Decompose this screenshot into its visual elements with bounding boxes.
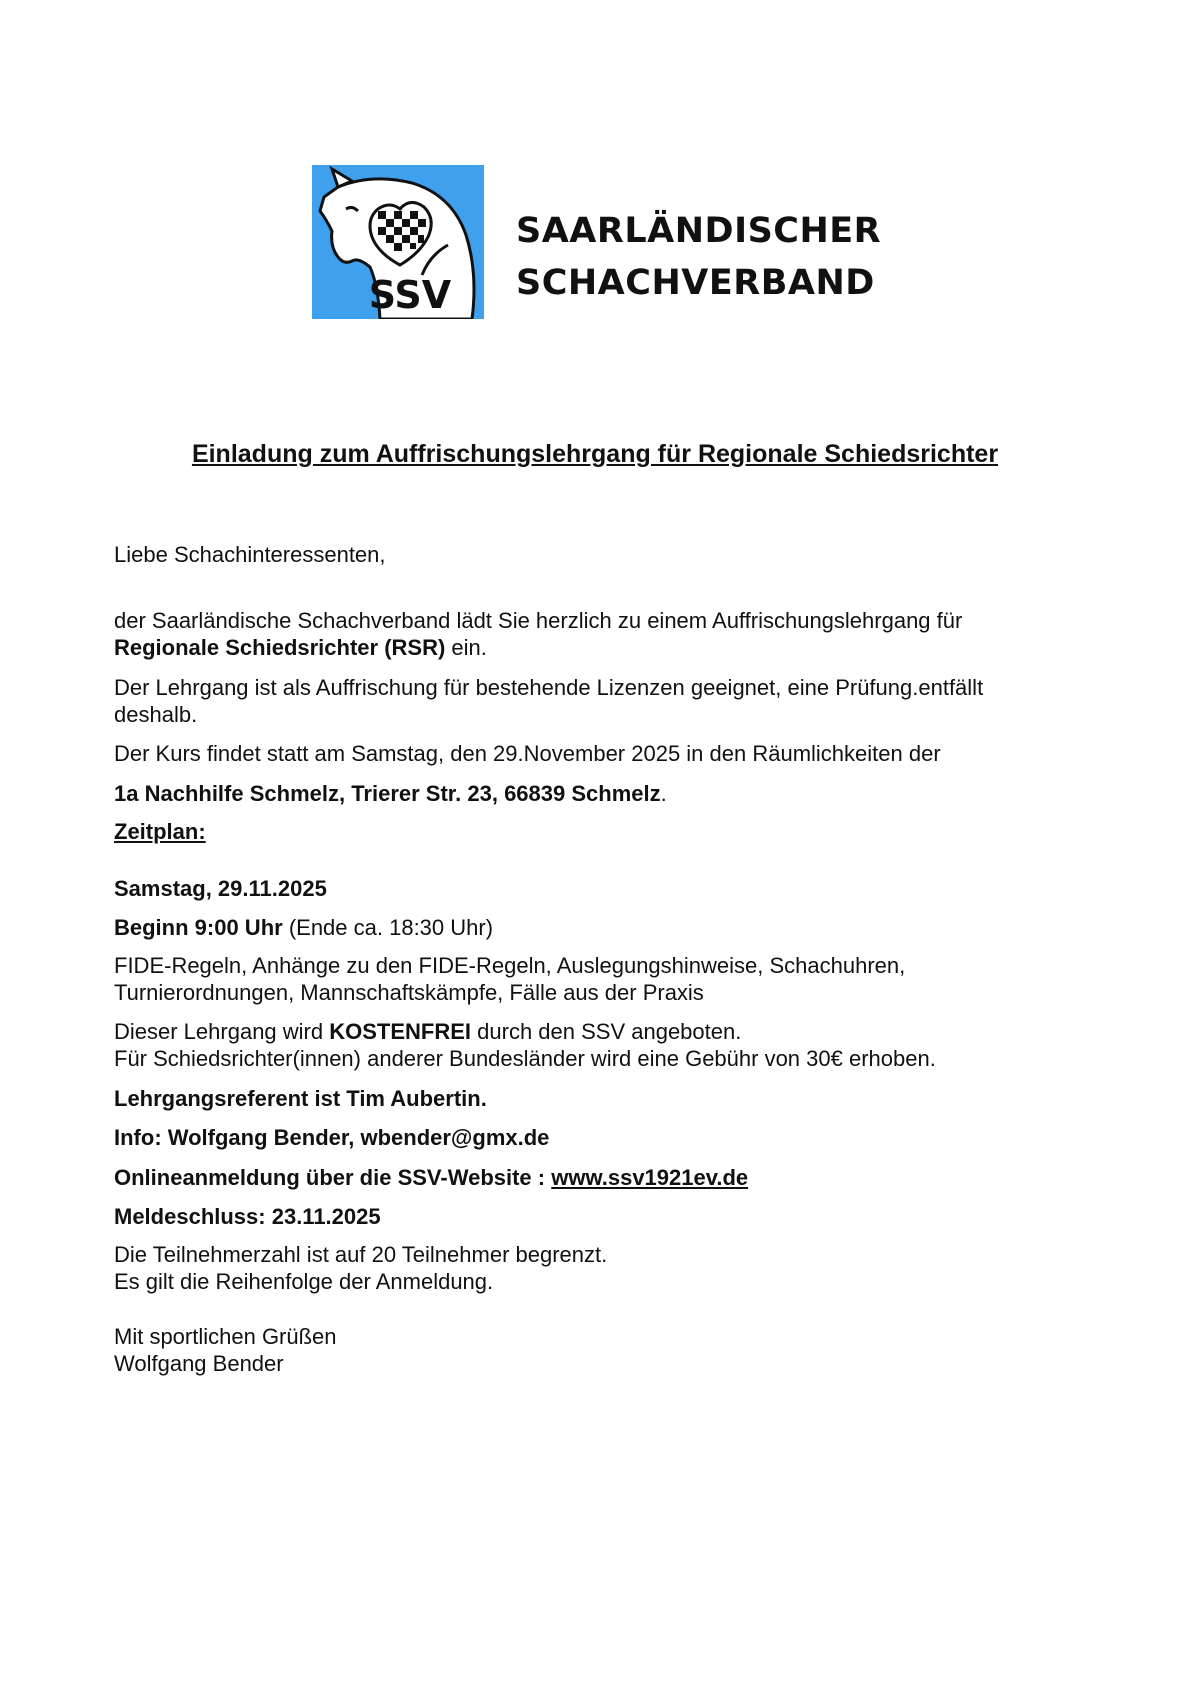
deadline: Meldeschluss: 23.11.2025 [114,1204,381,1229]
intro-bold: Regionale Schiedsrichter (RSR) [114,635,446,660]
suitability-paragraph [114,674,983,728]
org-name-line2: SCHACHVERBAND [516,263,875,303]
info-contact: Info: Wolfgang Bender, wbender@gmx.de [114,1125,550,1150]
start-time [114,914,493,941]
participants-line2: Es gilt die Reihenfolge der Anmeldung. [114,1269,494,1294]
ssv-logo [312,165,484,319]
course-date: Der Kurs findet statt am Samstag, den 29.November 2025 in den Räumlichkeiten der [114,741,941,766]
signature-name: Wolfgang Bender [114,1351,284,1376]
document-title: Einladung zum Auffrischungslehrgang für Regionale Schiedsrichter [191,440,999,468]
participants-line1: Die Teilnehmerzahl ist auf 20 Teilnehmer begrenzt. [114,1242,608,1267]
topics-line2: Turnierordnungen, Mannschaftskämpfe, Fälle aus der Praxis [114,980,704,1005]
chess-knight-icon [312,165,484,319]
venue-address: 1a Nachhilfe Schmelz, Trierer Str. 23, 66839 Schmelz [114,781,661,806]
logo-badge-text: SSV [368,273,452,317]
greeting: Liebe Schachinteressenten, [114,542,386,567]
schedule-day: Samstag, 29.11.2025 [114,876,327,901]
suitability-line2: deshalb. [114,702,198,727]
suitability-line1: Der Lehrgang ist als Auffrischung für bestehende Lizenzen geeignet, eine Prüfung.entfällt [114,675,984,700]
schedule-heading: Zeitplan: [114,819,206,844]
registration-line [114,1164,748,1191]
cost-post: durch den SSV angeboten. [471,1019,742,1044]
venue-rest: . [660,781,667,806]
start-rest: (Ende ca. 18:30 Uhr) [282,915,494,940]
cost-pre: Dieser Lehrgang wird [114,1019,330,1044]
cost-paragraph [114,1018,936,1072]
cost-bold: KOSTENFREI [329,1019,472,1044]
topics-paragraph [114,952,905,1006]
intro-rest: ein. [445,635,487,660]
venue-line [114,780,667,807]
start-bold: Beginn 9:00 Uhr [114,915,283,940]
topics-line1: FIDE-Regeln, Anhänge zu den FIDE-Regeln, Auslegungshinweise, Schachuhren, [114,953,906,978]
intro-line1: der Saarländische Schachverband lädt Sie herzlich zu einem Auffrischungslehrgang für [114,608,963,633]
cost-line2: Für Schiedsrichter(innen) anderer Bundesländer wird eine Gebühr von 30€ erhoben. [114,1046,936,1071]
organization-name [516,205,881,309]
closing-line1: Mit sportlichen Grüßen [114,1324,337,1349]
registration-link[interactable]: www.ssv1921ev.de [551,1165,749,1190]
org-name-line1: SAARLÄNDISCHER [516,211,882,251]
closing [114,1323,337,1377]
registration-label: Onlineanmeldung über die SSV-Website : [114,1165,552,1190]
participants-paragraph [114,1241,607,1295]
referent: Lehrgangsreferent ist Tim Aubertin. [114,1086,487,1111]
intro-paragraph [114,607,962,661]
